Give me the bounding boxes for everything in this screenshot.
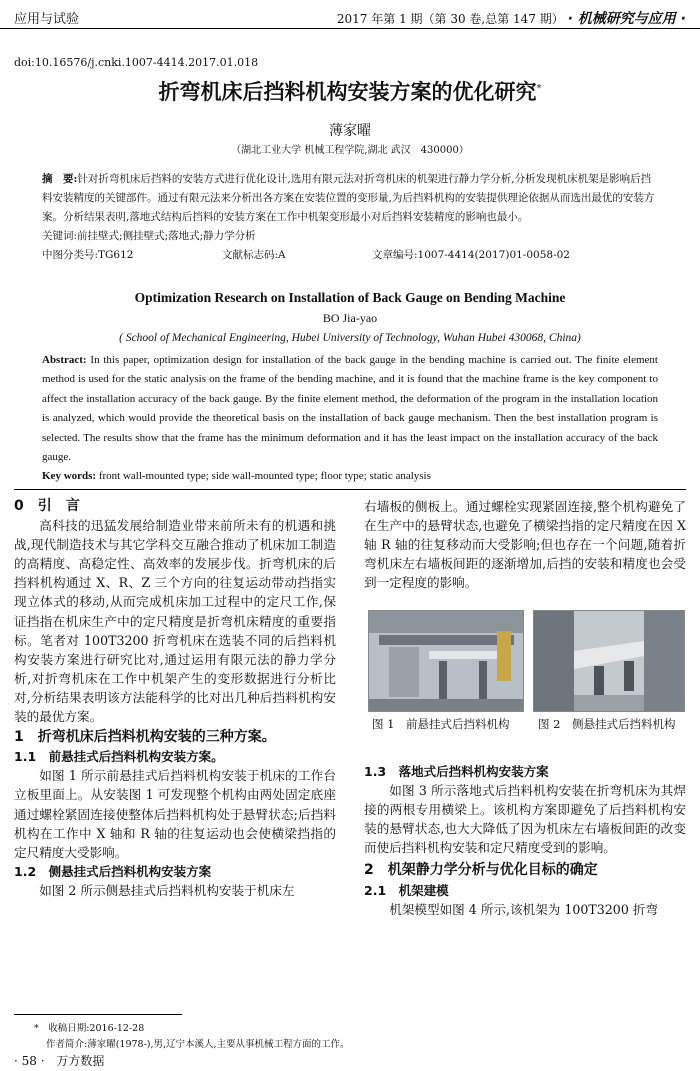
footnote-star-icon: *	[34, 1023, 49, 1034]
journal-name: · 机械研究与应用 ·	[567, 11, 686, 27]
english-author: BO Jia-yao	[322, 311, 378, 325]
header-divider	[0, 28, 700, 29]
figure-2-photo	[533, 610, 685, 712]
section-divider	[14, 489, 686, 490]
left-column	[14, 497, 336, 900]
running-header-right	[337, 8, 686, 28]
section-2-heading: 2 机架静力学分析与优化目标的确定	[364, 862, 598, 879]
footnote-divider	[14, 1014, 182, 1015]
abstract-cn-paragraph	[42, 170, 658, 227]
section-1-1-heading: 1.1 前悬挂式后挡料机构安装方案。	[14, 749, 224, 765]
abstract-en-label: Abstract:	[42, 354, 87, 366]
english-abstract	[42, 351, 658, 487]
abstract-cn-text: 针对折弯机床后挡料的安装方式进行优化设计,选用有限元法对折弯机床的机架进行静力学分析,分析发现机床机架是影响后挡料安装精度的关键部件。通过有限元法来分析出各方案在安装位置的变形量,为后挡料机构的安装提供理论依据从而选出最优的安装方案。分析结果表明,落地式结构后挡料的安装方案在工作中机架变形最小对后挡料安装精度的影响也最小。	[42, 173, 655, 223]
section-1-heading: 1 折弯机床后挡料机构安装的三种方案。	[14, 729, 276, 746]
section-2-1-paragraph: 机架模型如图 4 所示,该机架为 100T3200 折弯	[389, 901, 659, 917]
title-footnote-mark: *	[536, 83, 542, 94]
keywords-en-label: Key words:	[42, 470, 97, 483]
issue-info: 2017 年第 1 期（第 30 卷,总第 147 期）	[336, 12, 564, 26]
right-column-paragraph: 右墙板的侧板上。通过螺栓实现紧固连接,整个机构避免了在生产中的悬臂状态,也避免了横梁挡指的定尺精度在因 X 轴 R 轴的往复移动而大受影响;但也存在一个问题,随着折弯机床左右墙板间距的逐渐增加,后挡的安装和精度也会受到一定程度的影响。	[364, 499, 686, 591]
section-1-1-paragraph: 如图 1 所示前悬挂式后挡料机构安装于机床的工作台立板里面上。从安装图 1 可发现整个机构由两处固定底座通过螺栓紧固连接使整体后挡料机构处于悬臂状态;后挡料机构在工作中 X 轴和 R 轴的往复运动也会使横梁挡指的定尺精度大受影响。	[14, 768, 336, 860]
right-column-bottom	[364, 762, 686, 919]
abstract-cn-label: 摘 要:	[42, 173, 78, 185]
footnote-received	[34, 1020, 144, 1034]
affiliation: （湖北工业大学 机械工程学院,湖北 武汉 430000）	[231, 145, 469, 156]
section-2-1-heading: 2.1 机架建模	[364, 882, 449, 898]
author: 薄家曜	[329, 123, 371, 139]
footnote-author-bio: 作者简介:薄家曜(1978-),男,辽宁本溪人,主要从事机械工程方面的工作。	[46, 1039, 350, 1050]
running-header-left: 应用与试验	[14, 12, 80, 27]
section-0-heading: 0 引 言	[14, 498, 80, 514]
section-0-paragraph: 高科技的迅猛发展给制造业带来前所未有的机遇和挑战,现代制造技术与其它学科交互融合推动了机床加工制造的高精度、高稳定性、高效率的发展步伐。折弯机床的后挡料机构通过 X、R、Z 三个方向的往复运动带动挡指实现立体式的移动,从而完成机床加工过程中的定尺工作,保证挡指在机床生产中的定尺精度是折弯机床精度的重要指标。笔者对 100T3200 折弯机床在选装不同的后挡料机构安装方案进行研究比对,通过运用有限元法的静力学分析,对折弯机床在工作中机架产生的变形数据进行分析比对,分析结果表明该方法能科学的比对出几种后挡料机构安装的最优方案。	[14, 518, 336, 725]
english-affiliation: ( School of Mechanical Engineering, Hubei University of Technology, Wuhan Hubei 430068, China)	[119, 332, 581, 344]
keywords-cn-text: 前挂壁式;侧挂壁式;落地式;静力学分析	[77, 230, 256, 242]
figure-1-caption: 图 1 前悬挂式后挡料机构	[372, 717, 510, 731]
english-title: Optimization Research on Installation of Back Gauge on Bending Machine	[134, 290, 566, 305]
keywords-cn-label: 关键词:	[42, 230, 78, 242]
document-code: 文献标志码:A	[222, 249, 286, 261]
section-1-2-heading: 1.2 侧悬挂式后挡料机构安装方案	[14, 863, 212, 879]
section-1-2-paragraph: 如图 2 所示侧悬挂式后挡料机构安装于机床左	[39, 882, 295, 898]
classification-line	[42, 246, 658, 265]
clc-number: 中图分类号:TG612	[42, 249, 134, 261]
section-1-3-paragraph: 如图 3 所示落地式后挡料机构安装在折弯机床为其焊接的两根专用横梁上。该机构方案即避免了后挡料机构安装的悬臂状态,也大大降低了因为机床左右墙板间距的改变而使后挡料机构安装和定尺精度受到的影响。	[364, 783, 686, 856]
right-column-top	[364, 497, 686, 592]
page-number: · 58 ·	[14, 1054, 45, 1068]
received-date: 收稿日期:2016-12-28	[48, 1023, 145, 1034]
figure-2-caption: 图 2 侧悬挂式后挡料机构	[538, 717, 676, 731]
section-1-3-heading: 1.3 落地式后挡料机构安装方案	[364, 764, 549, 779]
side-mount-machine-illustration	[534, 611, 684, 711]
doi: doi:10.16576/j.cnki.1007-4414.2017.01.018	[14, 56, 259, 69]
title-text: 折弯机床后挡料机构安装方案的优化研究	[158, 80, 537, 104]
keywords-en-text: front wall-mounted type; side wall-mounted type; floor type; static analysis	[98, 470, 431, 483]
article-number: 文章编号:1007-4414(2017)01-0058-02	[372, 249, 570, 261]
front-mount-machine-illustration	[369, 611, 523, 711]
paper-title	[0, 76, 700, 106]
figure-1-photo	[368, 610, 524, 712]
abstract-en-text: In this paper, optimization design for installation of the back gauge in the bending machine is carried out. The finite element method is used for the static analysis on the frame of the bending machine, and it is found that the machine frame is the key component to affect the installation accuracy of the back gauge. By the finite element method, the deformation of the program in the installation location is analyzed, which would provide the theoretical basis on the installation of back gauge mechanism. Then the best installation program is selected. The results show that the frame has the minimum deformation and it has the least impact on the installation accuracy of the back gauge.	[42, 354, 658, 464]
keywords-cn	[42, 227, 658, 246]
watermark: 万方数据	[56, 1054, 105, 1068]
page-footer	[14, 1052, 104, 1069]
chinese-abstract	[42, 170, 658, 265]
